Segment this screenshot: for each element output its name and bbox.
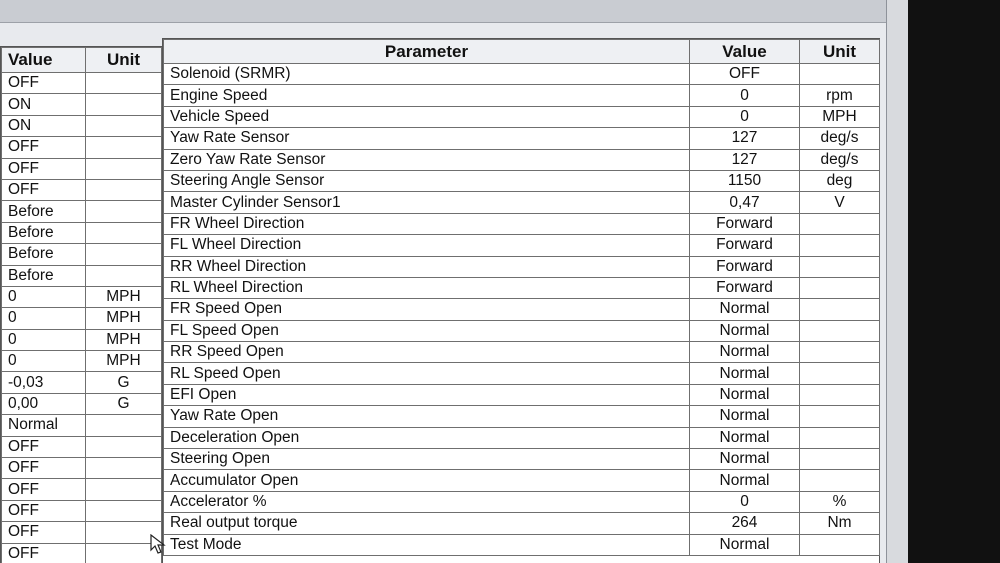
parameter-row[interactable] bbox=[164, 384, 880, 405]
parameter-name-cell: Yaw Rate Sensor bbox=[164, 128, 690, 149]
parameter-name-cell: Engine Speed bbox=[164, 85, 690, 106]
parameter-unit-cell: deg/s bbox=[800, 128, 880, 149]
parameter-unit-cell: deg bbox=[800, 170, 880, 191]
monitor-bezel bbox=[908, 0, 1000, 563]
parameter-unit-cell bbox=[800, 64, 880, 85]
left-unit-cell bbox=[86, 436, 162, 457]
left-value-cell: OFF bbox=[2, 179, 86, 200]
left-unit-cell bbox=[86, 115, 162, 136]
left-table-row[interactable] bbox=[2, 201, 162, 222]
parameter-name-cell: Real output torque bbox=[164, 513, 690, 534]
left-value-cell: OFF bbox=[2, 73, 86, 94]
parameter-value-cell: Normal bbox=[690, 406, 800, 427]
parameter-value-cell: 1150 bbox=[690, 170, 800, 191]
parameter-value-cell: 127 bbox=[690, 149, 800, 170]
parameter-unit-cell: % bbox=[800, 491, 880, 512]
left-unit-cell: MPH bbox=[86, 351, 162, 372]
parameter-name-cell: Solenoid (SRMR) bbox=[164, 64, 690, 85]
parameter-row[interactable] bbox=[164, 256, 880, 277]
left-table-row[interactable] bbox=[2, 137, 162, 158]
parameter-value-cell: Forward bbox=[690, 256, 800, 277]
parameter-row[interactable] bbox=[164, 277, 880, 298]
left-unit-cell: MPH bbox=[86, 286, 162, 307]
parameter-name-cell: FR Speed Open bbox=[164, 299, 690, 320]
left-value-cell: OFF bbox=[2, 436, 86, 457]
left-value-cell: 0,00 bbox=[2, 393, 86, 414]
left-value-cell: OFF bbox=[2, 458, 86, 479]
left-table-row[interactable] bbox=[2, 94, 162, 115]
parameter-row[interactable] bbox=[164, 320, 880, 341]
parameter-name-cell: Steering Angle Sensor bbox=[164, 170, 690, 191]
parameter-unit-cell bbox=[800, 277, 880, 298]
left-table-row[interactable] bbox=[2, 522, 162, 543]
mouse-pointer-icon bbox=[150, 534, 168, 554]
left-unit-cell: MPH bbox=[86, 308, 162, 329]
left-unit-column-header[interactable]: Unit bbox=[86, 48, 162, 73]
parameter-unit-cell: deg/s bbox=[800, 149, 880, 170]
parameter-unit-cell bbox=[800, 342, 880, 363]
parameter-name-cell: Master Cylinder Sensor1 bbox=[164, 192, 690, 213]
parameter-row[interactable] bbox=[164, 106, 880, 127]
left-unit-cell bbox=[86, 500, 162, 521]
parameter-row[interactable] bbox=[164, 534, 880, 555]
parameter-name-cell: Yaw Rate Open bbox=[164, 406, 690, 427]
parameter-row[interactable] bbox=[164, 192, 880, 213]
left-table-row[interactable] bbox=[2, 222, 162, 243]
parameter-name-cell: Zero Yaw Rate Sensor bbox=[164, 149, 690, 170]
parameter-name-cell: FL Speed Open bbox=[164, 320, 690, 341]
left-table-row[interactable] bbox=[2, 393, 162, 414]
left-table-row[interactable] bbox=[2, 265, 162, 286]
left-unit-cell: G bbox=[86, 393, 162, 414]
unit-column-header[interactable]: Unit bbox=[800, 40, 880, 64]
parameter-name-cell: Test Mode bbox=[164, 534, 690, 555]
parameter-row[interactable] bbox=[164, 235, 880, 256]
parameter-row[interactable] bbox=[164, 406, 880, 427]
parameter-row[interactable] bbox=[164, 213, 880, 234]
parameter-value-cell: Normal bbox=[690, 427, 800, 448]
value-column-header[interactable]: Value bbox=[690, 40, 800, 64]
left-unit-cell bbox=[86, 137, 162, 158]
parameter-name-cell: RR Wheel Direction bbox=[164, 256, 690, 277]
left-value-cell: OFF bbox=[2, 158, 86, 179]
parameter-unit-cell bbox=[800, 427, 880, 448]
left-table-row[interactable] bbox=[2, 415, 162, 436]
parameter-value-cell: 127 bbox=[690, 128, 800, 149]
parameter-value-cell: 0 bbox=[690, 106, 800, 127]
parameter-unit-cell bbox=[800, 406, 880, 427]
left-value-cell: OFF bbox=[2, 543, 86, 563]
parameter-value-cell: 0 bbox=[690, 491, 800, 512]
left-table-row[interactable] bbox=[2, 329, 162, 350]
parameter-value-cell: Normal bbox=[690, 320, 800, 341]
parameter-name-cell: RL Wheel Direction bbox=[164, 277, 690, 298]
parameter-row[interactable] bbox=[164, 449, 880, 470]
parameter-unit-cell bbox=[800, 363, 880, 384]
parameter-name-cell: RL Speed Open bbox=[164, 363, 690, 384]
left-table-row[interactable] bbox=[2, 115, 162, 136]
left-table-row[interactable] bbox=[2, 179, 162, 200]
left-value-cell: Normal bbox=[2, 415, 86, 436]
parameter-row[interactable] bbox=[164, 491, 880, 512]
left-value-cell: OFF bbox=[2, 479, 86, 500]
left-unit-cell bbox=[86, 201, 162, 222]
parameter-name-cell: Accumulator Open bbox=[164, 470, 690, 491]
left-value-cell: Before bbox=[2, 265, 86, 286]
left-table-row[interactable] bbox=[2, 351, 162, 372]
parameter-unit-cell bbox=[800, 256, 880, 277]
parameter-name-cell: FL Wheel Direction bbox=[164, 235, 690, 256]
left-value-cell: 0 bbox=[2, 308, 86, 329]
parameter-unit-cell: rpm bbox=[800, 85, 880, 106]
left-value-cell: 0 bbox=[2, 351, 86, 372]
parameter-unit-cell: V bbox=[800, 192, 880, 213]
parameter-value-cell: 0,47 bbox=[690, 192, 800, 213]
parameter-unit-cell bbox=[800, 449, 880, 470]
left-unit-cell bbox=[86, 415, 162, 436]
left-unit-cell bbox=[86, 458, 162, 479]
parameter-unit-cell bbox=[800, 299, 880, 320]
parameter-row[interactable] bbox=[164, 342, 880, 363]
left-unit-cell bbox=[86, 158, 162, 179]
parameter-name-cell: Accelerator % bbox=[164, 491, 690, 512]
parameter-row[interactable] bbox=[164, 470, 880, 491]
parameter-row[interactable] bbox=[164, 427, 880, 448]
parameter-data-table bbox=[163, 39, 880, 556]
left-unit-cell bbox=[86, 73, 162, 94]
parameter-unit-cell: Nm bbox=[800, 513, 880, 534]
parameter-value-cell: Normal bbox=[690, 342, 800, 363]
left-value-cell: OFF bbox=[2, 522, 86, 543]
left-table-row[interactable] bbox=[2, 308, 162, 329]
parameter-value-cell: 0 bbox=[690, 85, 800, 106]
parameter-unit-cell: MPH bbox=[800, 106, 880, 127]
left-table-row[interactable] bbox=[2, 372, 162, 393]
left-value-cell: OFF bbox=[2, 137, 86, 158]
parameter-row[interactable] bbox=[164, 64, 880, 85]
left-table-row[interactable] bbox=[2, 500, 162, 521]
right-data-panel bbox=[162, 38, 880, 563]
left-value-cell: Before bbox=[2, 222, 86, 243]
parameter-value-cell: 264 bbox=[690, 513, 800, 534]
parameter-unit-cell bbox=[800, 235, 880, 256]
parameter-row[interactable] bbox=[164, 128, 880, 149]
parameter-name-cell: RR Speed Open bbox=[164, 342, 690, 363]
parameter-column-header[interactable]: Parameter bbox=[164, 40, 690, 64]
parameter-unit-cell bbox=[800, 320, 880, 341]
left-unit-cell: MPH bbox=[86, 329, 162, 350]
left-value-cell: Before bbox=[2, 201, 86, 222]
right-table-header-row bbox=[164, 40, 880, 64]
left-table-row[interactable] bbox=[2, 543, 162, 563]
parameter-name-cell: Steering Open bbox=[164, 449, 690, 470]
left-unit-cell bbox=[86, 179, 162, 200]
left-value-cell: OFF bbox=[2, 500, 86, 521]
parameter-row[interactable] bbox=[164, 170, 880, 191]
parameter-name-cell: EFI Open bbox=[164, 384, 690, 405]
parameter-value-cell: Forward bbox=[690, 213, 800, 234]
parameter-value-cell: OFF bbox=[690, 64, 800, 85]
left-data-table bbox=[1, 47, 162, 563]
left-value-cell: ON bbox=[2, 94, 86, 115]
left-unit-cell bbox=[86, 222, 162, 243]
left-table-header-row bbox=[2, 48, 162, 73]
parameter-row[interactable] bbox=[164, 149, 880, 170]
left-data-panel bbox=[0, 46, 162, 563]
left-unit-cell bbox=[86, 244, 162, 265]
left-table-row[interactable] bbox=[2, 244, 162, 265]
parameter-row[interactable] bbox=[164, 363, 880, 384]
parameter-unit-cell bbox=[800, 384, 880, 405]
parameter-name-cell: Vehicle Speed bbox=[164, 106, 690, 127]
left-table-row[interactable] bbox=[2, 158, 162, 179]
parameter-row[interactable] bbox=[164, 513, 880, 534]
parameter-row[interactable] bbox=[164, 85, 880, 106]
parameter-unit-cell bbox=[800, 213, 880, 234]
left-unit-cell bbox=[86, 265, 162, 286]
left-value-cell: 0 bbox=[2, 329, 86, 350]
left-value-cell: 0 bbox=[2, 286, 86, 307]
parameter-value-cell: Forward bbox=[690, 277, 800, 298]
parameter-value-cell: Normal bbox=[690, 363, 800, 384]
parameter-value-cell: Forward bbox=[690, 235, 800, 256]
left-value-cell: ON bbox=[2, 115, 86, 136]
parameter-value-cell: Normal bbox=[690, 470, 800, 491]
parameter-name-cell: FR Wheel Direction bbox=[164, 213, 690, 234]
window-scroll-edge bbox=[886, 0, 909, 563]
left-value-cell: -0,03 bbox=[2, 372, 86, 393]
parameter-value-cell: Normal bbox=[690, 534, 800, 555]
left-value-cell: Before bbox=[2, 244, 86, 265]
left-table-row[interactable] bbox=[2, 286, 162, 307]
left-table-row[interactable] bbox=[2, 458, 162, 479]
left-table-row[interactable] bbox=[2, 436, 162, 457]
parameter-unit-cell bbox=[800, 534, 880, 555]
window-top-bar bbox=[0, 0, 908, 23]
left-unit-cell: G bbox=[86, 372, 162, 393]
parameter-unit-cell bbox=[800, 470, 880, 491]
left-unit-cell bbox=[86, 479, 162, 500]
parameter-value-cell: Normal bbox=[690, 449, 800, 470]
parameter-value-cell: Normal bbox=[690, 384, 800, 405]
left-value-column-header[interactable]: Value bbox=[2, 48, 86, 73]
parameter-value-cell: Normal bbox=[690, 299, 800, 320]
left-table-row[interactable] bbox=[2, 73, 162, 94]
parameter-row[interactable] bbox=[164, 299, 880, 320]
parameter-name-cell: Deceleration Open bbox=[164, 427, 690, 448]
left-table-row[interactable] bbox=[2, 479, 162, 500]
left-unit-cell bbox=[86, 94, 162, 115]
